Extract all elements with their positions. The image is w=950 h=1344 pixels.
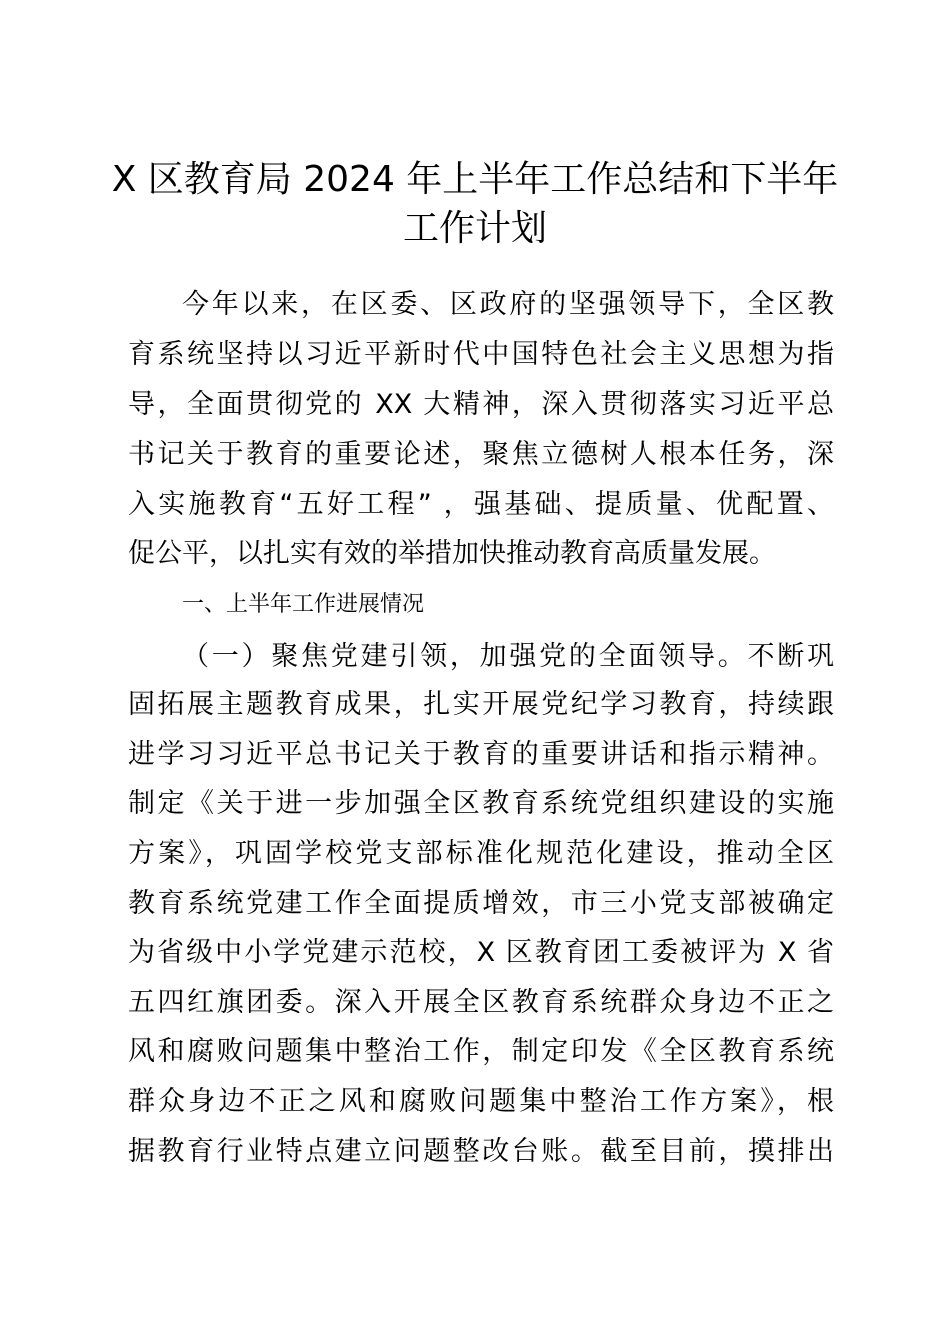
body-line: 五四红旗团委。深入开展全区教育系统群众身边不正之 — [128, 987, 834, 1018]
intro-line: 书记关于教育的重要论述，聚焦立德树人根本任务，深 — [128, 439, 834, 470]
intro-line: 促公平，以扎实有效的举措加快推动教育高质量发展。 — [128, 538, 776, 569]
body-line: 教育系统党建工作全面提质增效，市三小党支部被确定 — [128, 888, 834, 919]
document-title-line-2: 工作计划 — [402, 208, 547, 249]
body-line: （一）聚焦党建引领，加强党的全面领导。不断巩 — [182, 641, 834, 672]
body-line: 群众身边不正之风和腐败问题集中整治工作方案》，根 — [128, 1086, 834, 1117]
body-line: 固拓展主题教育成果，扎实开展党纪学习教育，持续跟 — [128, 689, 834, 720]
document-title-line-1: X 区教育局 2024 年上半年工作总结和下半年 — [111, 159, 839, 200]
body-line: 进学习习近平总书记关于教育的重要讲话和指示精神。 — [128, 739, 834, 770]
body-line: 制定《关于进一步加强全区教育系统党组织建设的实施 — [128, 788, 834, 819]
intro-line: 入实施教育“五好工程” ，强基础、提质量、优配置、 — [128, 489, 834, 520]
intro-line: 育系统坚持以习近平新时代中国特色社会主义思想为指 — [128, 339, 834, 370]
intro-line: 今年以来，在区委、区政府的坚强领导下，全区教 — [182, 289, 834, 320]
body-line: 据教育行业特点建立问题整改台账。截至目前，摸排出 — [128, 1136, 834, 1167]
section-heading: 一、上半年工作进展情况 — [182, 592, 425, 617]
body-line: 为省级中小学党建示范校，X 区教育团工委被评为 X 省 — [128, 937, 834, 968]
body-line: 方案》，巩固学校党支部标准化规范化建设，推动全区 — [128, 838, 834, 869]
body-line: 风和腐败问题集中整治工作，制定印发《全区教育系统 — [128, 1036, 834, 1067]
intro-line: 导，全面贯彻党的 XX 大精神，深入贯彻落实习近平总 — [128, 389, 834, 420]
